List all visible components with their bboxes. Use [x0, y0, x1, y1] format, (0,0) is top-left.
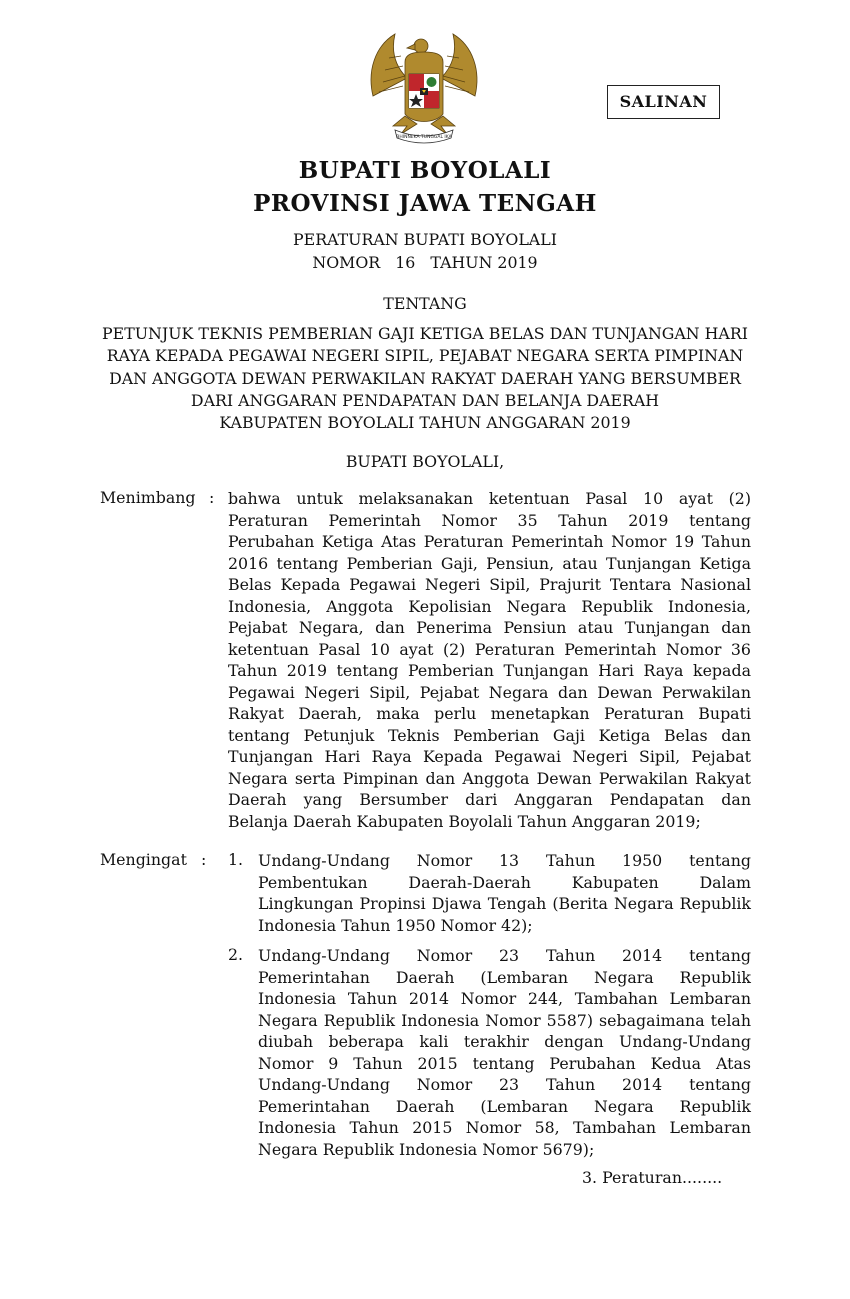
item-line: Undang-Undang Nomor 23 Tahun 2014 tentang — [258, 946, 751, 965]
menimbang-label: Menimbang — [100, 488, 196, 507]
body-line: Peraturan Pemerintah Nomor 35 Tahun 2019 tentang — [228, 510, 751, 530]
page-title: BUPATI BOYOLALI — [298, 157, 552, 184]
body-line: tentang Petunjuk Teknis Pemberian Gaji Ketiga Belas dan — [228, 725, 751, 745]
body-line: bahwa untuk melaksanakan ketentuan Pasal 10 ayat (2) — [228, 489, 751, 508]
body-line: Pejabat Negara, dan Penerima Pensiun atau Tunjangan dan — [228, 618, 751, 637]
body-line: Belanja Daerah Kabupaten Boyolali Tahun Anggaran 2019; — [228, 811, 701, 831]
item-line: Indonesia Tahun 2014 Nomor 244, Tambahan Lembaran — [258, 989, 751, 1008]
item-line: Negara Republik Indonesia Nomor 5587) sebagaimana telah — [258, 1010, 751, 1030]
mengingat-colon: : — [201, 850, 207, 869]
item-line: Pembentukan Daerah-Daerah Kabupaten Dalam — [258, 872, 751, 892]
salinan-stamp: SALINAN — [607, 85, 720, 119]
subject-line: DARI ANGGARAN PENDAPATAN DAN BELANJA DAERAH — [190, 390, 660, 410]
issuer-line: BUPATI BOYOLALI, — [345, 452, 505, 471]
subject-line: PETUNJUK TEKNIS PEMBERIAN GAJI KETIGA BELAS DAN TUNJANGAN HARI — [102, 324, 748, 343]
item-number: 2. — [228, 945, 244, 964]
item-line: Lingkungan Propinsi Djawa Tengah (Berita Negara Republik — [258, 894, 751, 913]
tentang-heading: TENTANG — [383, 294, 467, 313]
item-line: Indonesia Tahun 1950 Nomor 42); — [258, 915, 533, 935]
body-line: Tahun 2019 tentang Pemberian Tunjangan Hari Raya kepada — [228, 661, 751, 680]
subject-line: DAN ANGGOTA DEWAN PERWAKILAN RAKYAT DAERAH YANG BERSUMBER — [109, 368, 741, 388]
garuda-emblem-icon — [365, 26, 483, 146]
body-line: Daerah yang Bersumber dari Anggaran Pendapatan dan — [228, 790, 751, 809]
body-line: Tunjangan Hari Raya Kepada Pegawai Negeri Sipil, Pejabat — [228, 747, 751, 766]
subject-line: RAYA KEPADA PEGAWAI NEGERI SIPIL, PEJABAT NEGARA SERTA PIMPINAN — [106, 346, 744, 366]
body-line: Perubahan Ketiga Atas Peraturan Pemerintah Nomor 19 Tahun — [228, 532, 751, 551]
subject-line: KABUPATEN BOYOLALI TAHUN ANGGARAN 2019 — [219, 413, 631, 433]
item-line: Pemerintahan Daerah (Lembaran Negara Republik — [258, 1096, 751, 1116]
item-line: Pemerintahan Daerah (Lembaran Negara Republik — [258, 967, 751, 987]
regulation-subject — [90, 323, 760, 434]
item-line: Indonesia Tahun 2015 Nomor 58, Tambahan Lembaran — [258, 1118, 751, 1137]
item-line: Nomor 9 Tahun 2015 tentang Perubahan Kedua Atas — [258, 1053, 751, 1073]
regulation-number: NOMOR 16 TAHUN 2019 — [312, 253, 538, 272]
body-line: Belas Kepada Pegawai Negeri Sipil, Prajurit Tentara Nasional — [228, 575, 751, 594]
body-line: ketentuan Pasal 10 ayat (2) Peraturan Pemerintah Nomor 36 — [228, 639, 751, 659]
body-line: 2016 tentang Pemberian Gaji, Pensiun, atau Tunjangan Ketiga — [228, 553, 751, 573]
menimbang-colon: : — [209, 488, 215, 507]
item-line: Negara Republik Indonesia Nomor 5679); — [258, 1139, 595, 1159]
body-line: Indonesia, Anggota Kepolisian Negara Republik Indonesia, — [228, 596, 751, 616]
mengingat-item — [258, 850, 751, 936]
emblem-motto: BHINNEKA TUNGGAL IKA — [396, 135, 452, 140]
item-line: diubah beberapa kali terakhir dengan Undang-Undang — [258, 1032, 751, 1051]
item-line: Undang-Undang Nomor 23 Tahun 2014 tentang — [258, 1075, 751, 1094]
body-line: Rakyat Daerah, maka perlu menetapkan Peraturan Bupati — [228, 704, 751, 723]
item-line: Undang-Undang Nomor 13 Tahun 1950 tentang — [258, 851, 751, 870]
body-line: Pegawai Negeri Sipil, Pejabat Negara dan Dewan Perwakilan — [228, 682, 751, 702]
mengingat-label: Mengingat — [100, 850, 187, 869]
menimbang-body — [228, 488, 751, 832]
body-line: Negara serta Pimpinan dan Anggota Dewan Perwakilan Rakyat — [228, 768, 751, 788]
regulation-name: PERATURAN BUPATI BOYOLALI — [293, 230, 557, 249]
item-number: 1. — [228, 850, 244, 869]
mengingat-item — [258, 945, 751, 1160]
page-subtitle: PROVINSI JAWA TENGAH — [253, 190, 597, 217]
next-page-indicator: 3. Peraturan........ — [582, 1168, 723, 1187]
